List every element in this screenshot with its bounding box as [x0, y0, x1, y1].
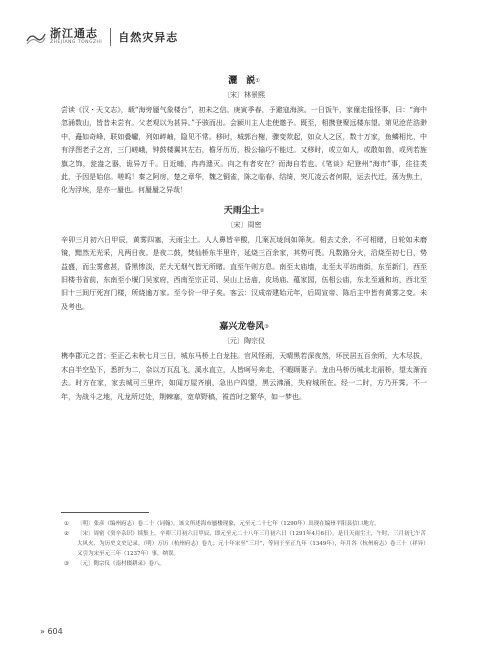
- section-title: 自然灾异志: [118, 31, 179, 44]
- header-divider: [110, 28, 111, 46]
- footnote-number: ②: [64, 531, 69, 537]
- article-author: 〔宋〕林景熙: [223, 91, 265, 99]
- article-author: 〔宋〕周密: [226, 220, 262, 229]
- page-header: [26, 22, 178, 52]
- footnote-ref[interactable]: ③: [264, 324, 269, 331]
- article-paragraph: 尝读《汉・天文志》，载“海旁蜃气象楼台”，初未之信。庚寅季春，予避寇海滨。一日饭午，家僮走报怪事，曰：“海中忽涌数山，皆昔未尝有。父老观以为甚异。”予骇而出。会颍川主人走使邀予。既至，相携登聚远楼东望。第见沧茫浩渺中，矗如奇峰，联如叠巘，列如崪岫，隐见不常。移时，城郭台榭，骤变欻起，如众人之区，数十万家，鱼鳞相比，中有浮图老子之宫，三门嵯峨，钟鼓楼翼其左右，檐牙历历，极公输巧不能过。又移时，或立如人，或散如兽，或列若旌旗之饰，瓮盎之器，诡异万千。日近晡，冉冉漶灭。向之有者安在？而海自若也。《笔谈》纪登州“海市”事，往往类此，予因是始信。嗟呜！秦之阿房，楚之章华，魏之铜雀，陈之临春、结绮，突兀凌云者何限，运去代迁，荡为焦土，化为浮埃，是亦一蜃也。何蜃蜃之异哉！: [61, 106, 427, 195]
- article-paragraph: 辛卯三月初六日甲辰，黄雾四塞，天雨尘土。人人鼻皆辛酸，几案瓦垅间如筛灰。相去丈余，不可相睹，日轮如未磨镜，黯然无光采，凡两日夜。是夜二鼓，焚仙桥东半里许，延烧三百余家，其势可畏。凡数路分火，沿烧至初七日，势益盛，而尘雾愈甚，昏黑惨淡，茫大无烟气皆无所睹。直至午则方息。南至太庙墙，北至太平坊南街，东至新门，西至旧楼书省前，东南至小堰门吴家府，西南至宗正司、吴山上岳庙，皮场庙、蕴家园，伍相公庙，东北至通和坊，西北至旧十三间厅死宫门楼，所烧逾万家。至今价一甲子矣。客云：汉成帝建始元年，后周宣帝、陈后主中皆有黄雾之变。未及考也。: [61, 235, 427, 311]
- footnote-divider: [61, 512, 149, 513]
- footnote-number: ③: [64, 561, 69, 567]
- article-author: 〔元〕陶宗仪: [223, 337, 265, 346]
- footnotes: [64, 519, 426, 569]
- footnote-text: 〔宋〕周密《癸辛杂识》续集上。辛卯三月初六日甲辰，即元至元二十八年三月初六日（1291年4月6日）。是日天雨尘土，午时，三月初七午苦大风火，为历史文史记录。（明）万历（杭州府志）卷九；元十年宋至“三月”，等同于至正九年（1349年），年月各（杭州府志）卷三十（祥异）又引为宋至元三年（1237年）事，纳误。: [77, 531, 426, 557]
- footnote-number: ①: [64, 521, 69, 527]
- page-number: [40, 627, 63, 636]
- logo-title: 浙江通志: [50, 27, 98, 40]
- main-content: [61, 76, 427, 404]
- logo-subtitle: ZHEJIANG TONGZHI: [50, 40, 103, 45]
- footnote: [64, 529, 426, 559]
- article-title-text: 天雨尘土: [223, 205, 260, 216]
- footnote-text: 〔明〕张彦（编州府志）卷二十（词翰）。该文所述海市蜃楼现象，元至元二十七年（1290年）出现在编州平阳县信口地方。: [77, 521, 380, 527]
- article-title: [61, 206, 427, 217]
- footnote: [64, 559, 426, 569]
- article-title-text: 嘉兴龙卷风: [219, 322, 265, 333]
- page-number-text: 604: [47, 627, 63, 636]
- article-title: [61, 76, 427, 87]
- article-title-text: 灑 説: [228, 76, 256, 86]
- article-paragraph: 槜李郡元之首；至正乙未秋七月三日，城东马桥上白龙挂。官风怪雨，天晴黑若深夜然，坏民居五百余所，大木尽拔，木自半空坠下，悉折为二，杂以万瓦乱飞，溪水直立，人皆呵号奔走，不暇顾妻子。龙由马桥历城北北丽桥，望太渐而去。时方在家，家去城可三里许，如闻万屋齐崩，急出户四望，黑云沸涌，失府城所在。经一二时，方乃开霁。不一年，为战斗之地，凡龙所过处，荆棘塞，宽草野稿，袚首时之繁华，如一梦也。: [61, 352, 427, 401]
- page-marker: »: [40, 627, 45, 636]
- logo: [26, 27, 102, 47]
- article-title: [61, 322, 427, 333]
- wave-logo-icon: [26, 27, 46, 47]
- footnote-ref[interactable]: ②: [259, 207, 265, 214]
- footnote-text: 〔元〕陶宗仪《南村辍耕录》卷八。: [77, 561, 166, 567]
- footnote-ref[interactable]: ①: [255, 78, 260, 84]
- footnote: [64, 519, 426, 529]
